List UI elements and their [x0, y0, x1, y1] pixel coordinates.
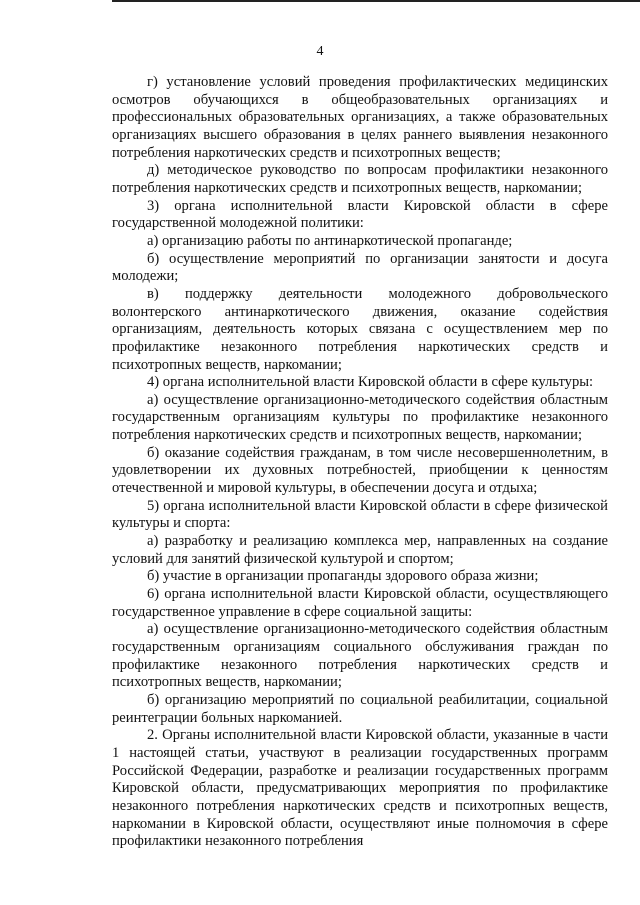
- page-number: 4: [316, 44, 324, 59]
- paragraph-4-culture-body: 4) органа исполнительной власти Кировской области в сфере культуры:: [147, 374, 594, 391]
- paragraph-5a-sport-measures: а) разработку и реализацию комплекса мер, направленных на создание условий для занятий физической культурой и спортом;: [112, 533, 608, 567]
- document-body: [112, 74, 608, 851]
- paragraph-6-social-protection-body: 6) органа исполнительной власти Кировской области, осуществляющего государственное управление в сфере социальной защиты:: [112, 586, 608, 620]
- paragraph-3a-propaganda: а) организацию работы по антинаркотической пропаганде;: [147, 232, 513, 249]
- paragraph-5b-healthy-lifestyle: б) участие в организации пропаганды здорового образа жизни;: [147, 568, 539, 585]
- paragraph-3v-volunteer-support: в) поддержку деятельности молодежного добровольческого волонтерского антинаркотического движения, оказание содействия организациям, деятельность которых связана с осуществлением мер по профилактике незаконного потребления наркотических средств и психотропных веществ, наркомании;: [112, 285, 608, 373]
- paragraph-g-medical-exams: г) установление условий проведения профилактических медицинских осмотров обучающихся в общеобразовательных организациях и профессиональных образовательных организациях, а также образовательных организациях высшего образования в целях раннего выявления незаконного потребления наркотических средств и психотропных веществ;: [112, 74, 608, 161]
- paragraph-4a-culture-methodical: а) осуществление организационно-методического содействия областным государственным организациям культуры по профилактике незаконного потребления наркотических средств и психотропных веществ, наркомании;: [112, 391, 608, 444]
- paragraph-5-sport-body: 5) органа исполнительной власти Кировской области в сфере физической культуры и спорта:: [112, 497, 608, 532]
- paragraph-6a-social-methodical: а) осуществление организационно-методического содействия областным государственным организациям социального обслуживания граждан по профилактике незаконного потребления наркотических средств и психотропных веществ, наркомании;: [112, 621, 608, 691]
- paragraph-4b-citizen-assistance: б) оказание содействия гражданам, в том числе несовершеннолетним, в удовлетворении их духовных потребностей, приобщении к ценностям отечественной и мировой культуры, в обеспечении досуга и отдыха;: [112, 444, 608, 497]
- paragraph-2-executive-bodies: 2. Органы исполнительной власти Кировской области, указанные в части 1 настоящей статьи, участвуют в реализации государственных программ Российской Федерации, разработке и реализации государственных программ Кировской области, предусматривающих мероприятия по профилактике незаконного потребления наркотических средств и психотропных веществ, наркомании в Кировской области, осуществляют иные полномочия в сфере профилактики незаконного потребления: [112, 727, 608, 850]
- top-border-line: [112, 0, 640, 2]
- paragraph-d-methodical-guidance: д) методическое руководство по вопросам профилактики незаконного потребления наркотических средств и психотропных веществ, наркомании;: [112, 162, 608, 196]
- paragraph-6b-rehabilitation: б) организацию мероприятий по социальной реабилитации, социальной реинтеграции больных наркоманией.: [112, 691, 608, 726]
- paragraph-3-youth-policy-body: 3) органа исполнительной власти Кировской области в сфере государственной молодежной политики:: [112, 197, 608, 232]
- paragraph-3b-employment-leisure: б) осуществление мероприятий по организации занятости и досуга молодежи;: [112, 250, 608, 285]
